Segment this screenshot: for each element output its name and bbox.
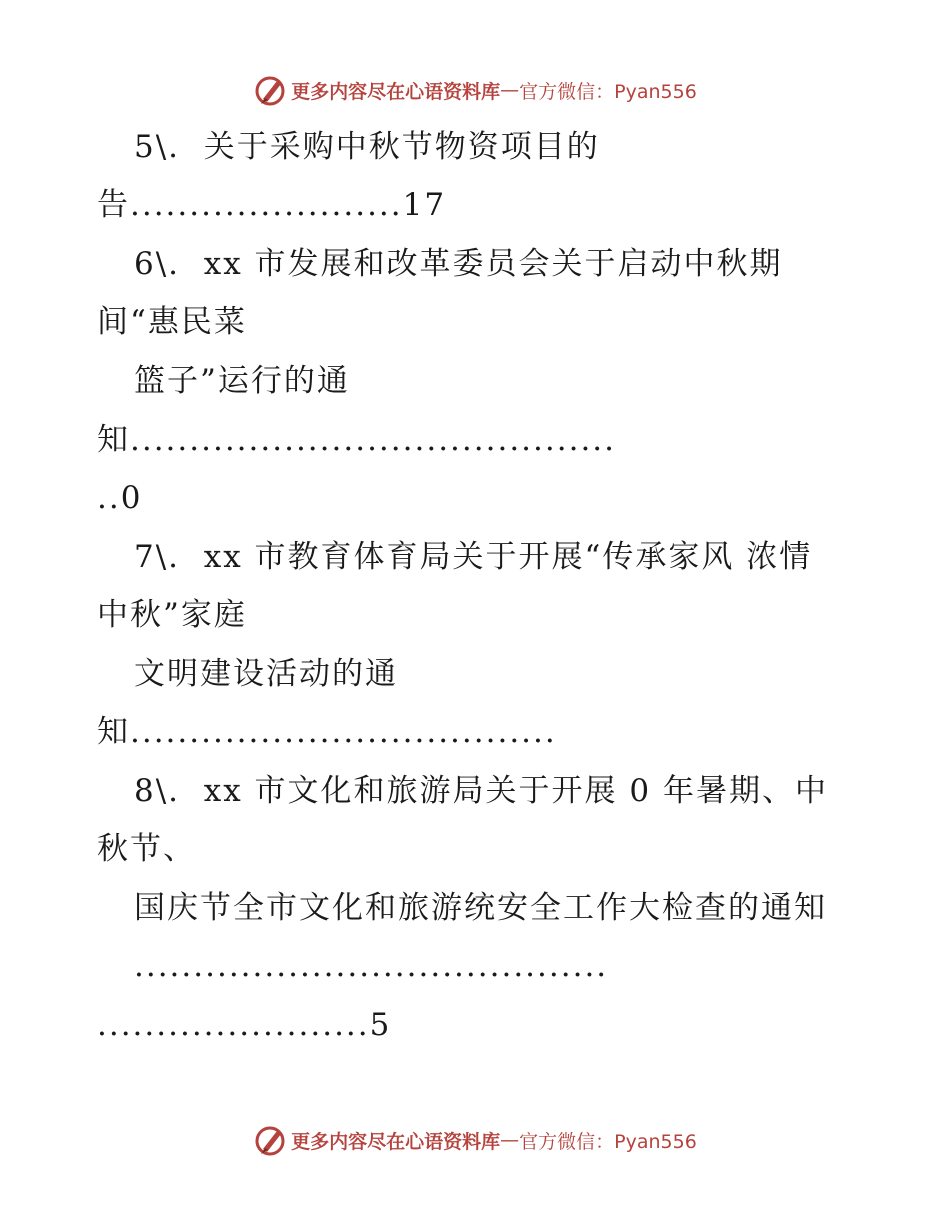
toc-line: 中秋”家庭 xyxy=(97,597,247,633)
toc-line: 国庆节全市文化和旅游统安全工作大检查的通知 xyxy=(134,890,827,926)
toc-line: 5\. 关于采购中秋节物资项目的 xyxy=(134,129,600,165)
toc-line: 知......................................... xyxy=(97,422,617,458)
toc-line: 秋节、 xyxy=(97,831,196,867)
toc-line: 知.................................... xyxy=(97,714,557,750)
toc-line: .......................5 xyxy=(97,1007,392,1043)
banner-text: 更多内容尽在心语资料库 xyxy=(291,1130,501,1153)
toc-line: 告.......................17 xyxy=(97,187,447,223)
pen-logo-icon xyxy=(253,73,287,107)
pen-logo-icon xyxy=(253,1123,287,1157)
banner-text: 更多内容尽在心语资料库 xyxy=(291,80,501,103)
toc-line: 7\. xx 市教育体育局关于开展“传承家风 浓情 xyxy=(134,539,813,575)
header-banner xyxy=(0,70,950,110)
banner-dash: — xyxy=(500,1129,520,1151)
toc-line: 篮子”运行的通 xyxy=(134,363,350,399)
toc-line: 间“惠民菜 xyxy=(97,304,247,340)
footer-banner xyxy=(0,1120,950,1160)
toc-line: ..0 xyxy=(97,480,143,516)
toc-line: 文明建设活动的通 xyxy=(134,656,398,692)
toc-line: ........................................ xyxy=(134,948,609,984)
toc-line: 8\. xx 市文化和旅游局关于开展 0 年暑期、中 xyxy=(134,773,828,809)
banner-wechat: 官方微信：Pyan556 xyxy=(519,80,697,103)
toc-line: 6\. xx 市发展和改革委员会关于启动中秋期 xyxy=(134,246,783,282)
banner-dash: — xyxy=(500,79,520,101)
banner-wechat: 官方微信：Pyan556 xyxy=(519,1130,697,1153)
